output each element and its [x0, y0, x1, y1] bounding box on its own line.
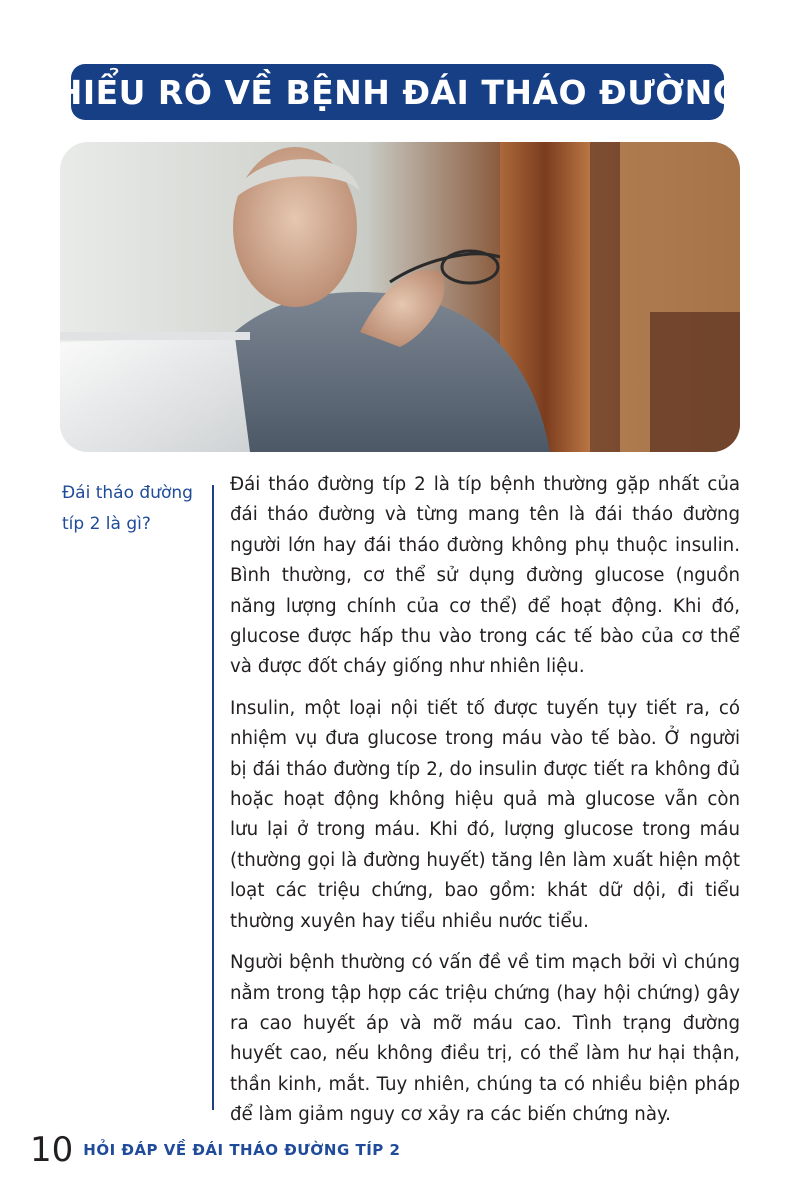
side-question-line-2: típ 2 là gì?	[62, 514, 151, 534]
side-question	[62, 478, 202, 540]
page-number: 10	[30, 1130, 74, 1170]
article-paragraph-1: Đái tháo đường típ 2 là típ bệnh thường gặp nhất của đái tháo đường và từng mang tên là đái tháo đường người lớn hay đái tháo đường không phụ thuộc insulin. Bình thường, cơ thể sử dụng đường glucose (nguồn năng lượng chính của cơ thể) để hoạt động. Khi đó, glucose được hấp thu vào trong các tế bào của cơ thể và được đốt cháy giống như nhiên liệu.	[230, 474, 740, 678]
article-paragraph-2: Insulin, một loại nội tiết tố được tuyến tụy tiết ra, có nhiệm vụ đưa glucose trong máu vào tế bào. Ở người bị đái tháo đường típ 2, do insulin được tiết ra không đủ hoặc hoạt động không hiệu quả mà glucose vẫn còn lưu lại ở trong máu. Khi đó, lượng glucose trong máu (thường gọi là đường huyết) tăng lên làm xuất hiện một loạt các triệu chứng, bao gồm: khát dữ dội, đi tiểu thường xuyên hay tiểu nhiều nước tiểu.	[230, 697, 740, 932]
chapter-title: HIỂU RÕ VỀ BỆNH ĐÁI THÁO ĐƯỜNG	[54, 72, 741, 112]
vertical-divider	[212, 485, 214, 1110]
chapter-title-banner	[54, 64, 741, 120]
page-footer	[30, 1130, 400, 1170]
running-book-title: HỎI ĐÁP VỀ ĐÁI THÁO ĐƯỜNG TÍP 2	[83, 1141, 401, 1159]
article-paragraph-3: Người bệnh thường có vấn đề về tim mạch bởi vì chúng nằm trong tập hợp các triệu chứng (hay hội chứng) gây ra cao huyết áp và mỡ máu cao. Tình trạng đường huyết cao, nếu không điều trị, có thể làm hư hại thận, thần kinh, mắt. Tuy nhiên, chúng ta có nhiều biện pháp để làm giảm nguy cơ xảy ra các biến chứng này.	[230, 952, 740, 1126]
side-question-line-1: Đái tháo đường	[62, 483, 193, 503]
article-body	[230, 470, 740, 1142]
article-photo	[60, 142, 740, 452]
